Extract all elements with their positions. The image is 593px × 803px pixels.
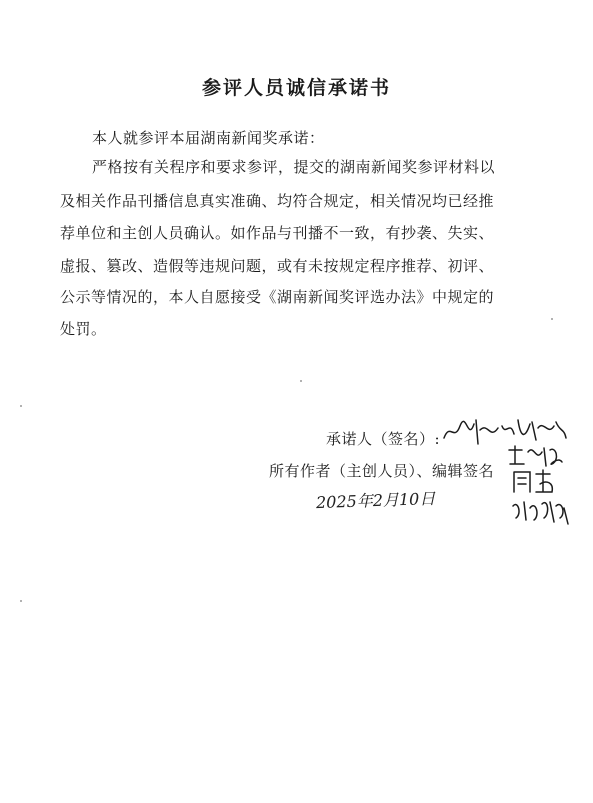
- body-line-6: 处罚。: [60, 320, 107, 338]
- body-line-3: 荐单位和主创人员确认。如作品与刊播不一致，有抄袭、失实、: [60, 224, 495, 242]
- handwritten-signature-author-3: [510, 496, 572, 526]
- authors-signature-label: 所有作者（主创人员）、编辑签名: [269, 462, 495, 480]
- handwritten-signature-author-2: [510, 468, 558, 496]
- promisor-signature-label: 承诺人（签名）:: [326, 430, 441, 448]
- body-line-1: 严格按有关程序和要求参评，提交的湖南新闻奖参评材料以: [92, 158, 496, 176]
- body-line-2: 及相关作品刊播信息真实准确、均符合规定，相关情况均已经推: [60, 192, 495, 210]
- document-title: 参评人员诚信承诺书: [201, 77, 391, 99]
- scan-speck: [300, 380, 302, 382]
- intro-line: 本人就参评本届湖南新闻奖承诺：: [92, 129, 325, 147]
- body-line-5: 公示等情况的，本人自愿接受《湖南新闻奖评选办法》中规定的: [60, 288, 495, 306]
- body-line-4: 虚报、篡改、造假等违规问题，或有未按规定程序推荐、初评、: [60, 257, 495, 275]
- scan-speck: [20, 600, 22, 602]
- handwritten-date: 2025年2月10日: [315, 488, 436, 513]
- scan-speck: [551, 318, 553, 320]
- scan-speck: [20, 405, 22, 407]
- handwritten-signature-author-1: [506, 442, 566, 470]
